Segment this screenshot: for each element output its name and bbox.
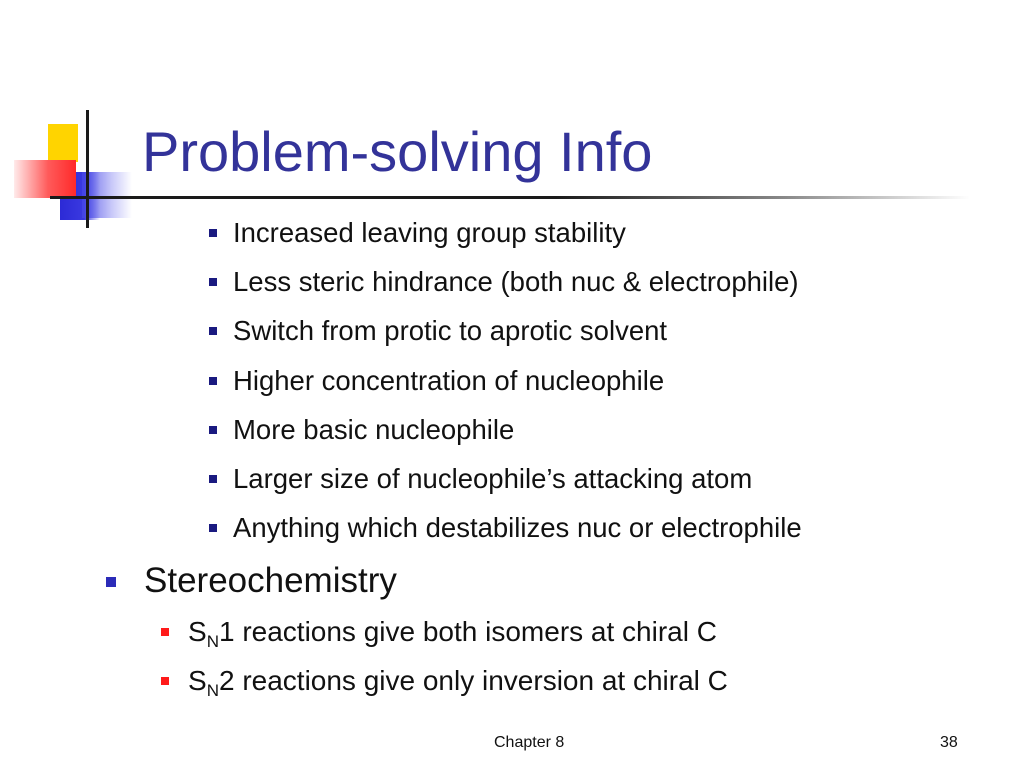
logo-blue-fade (82, 172, 132, 218)
list-item-text: Increased leaving group stability (233, 217, 626, 248)
sn-subscript: N (206, 681, 219, 700)
logo-yellow-square (48, 124, 78, 162)
sn-subscript: N (206, 632, 219, 651)
sn-symbol: S (188, 616, 207, 647)
list-item (206, 265, 802, 314)
square-bullet-icon (209, 524, 217, 532)
main-list-item (106, 561, 397, 601)
square-bullet-icon (161, 628, 169, 636)
list-item (206, 364, 802, 413)
list-item (158, 663, 728, 712)
stereochemistry-list (158, 614, 728, 712)
factor-list (206, 216, 802, 560)
list-item-text: Higher concentration of nucleophile (233, 364, 665, 396)
square-bullet-icon (106, 577, 116, 587)
title-underline (50, 196, 970, 199)
main-list-item-text: Stereochemistry (144, 561, 397, 600)
list-item (206, 511, 802, 560)
square-bullet-icon (209, 377, 217, 385)
list-item-text: Less steric hindrance (both nuc & electrophile) (233, 266, 799, 298)
list-item-text: Larger size of nucleophile’s attacking atom (233, 462, 753, 494)
list-item (206, 413, 802, 462)
list-item (206, 462, 802, 511)
footer-chapter: Chapter 8 (494, 734, 565, 751)
slide-title: Problem-solving Info (142, 120, 653, 183)
square-bullet-icon (209, 229, 217, 237)
logo-red-bar (14, 160, 76, 198)
square-bullet-icon (209, 278, 217, 286)
list-item-text: More basic nucleophile (233, 413, 515, 445)
square-bullet-icon (209, 426, 217, 434)
sn-symbol: S (188, 665, 207, 696)
list-item (158, 614, 728, 663)
square-bullet-icon (209, 327, 217, 335)
list-item (206, 314, 802, 363)
list-item-text: Anything which destabilizes nuc or electrophile (233, 512, 802, 544)
square-bullet-icon (161, 677, 169, 685)
sn-item-text: 2 reactions give only inversion at chiral C (218, 665, 728, 696)
square-bullet-icon (209, 475, 217, 483)
sn-item-text: 1 reactions give both isomers at chiral C (218, 616, 717, 647)
list-item-text: Switch from protic to aprotic solvent (233, 315, 668, 347)
list-item (206, 216, 802, 265)
page-number: 38 (940, 734, 958, 751)
logo-vertical-line (86, 110, 89, 228)
